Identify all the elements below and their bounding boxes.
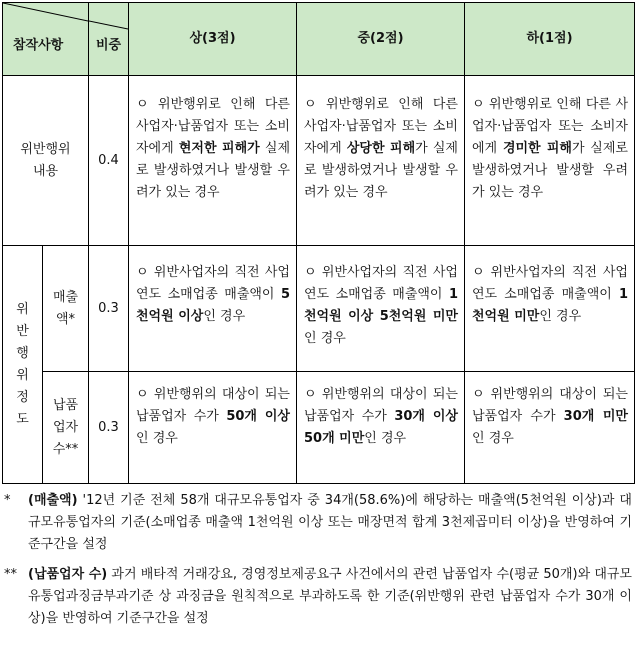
emphasis-text: (매출액) bbox=[28, 493, 78, 508]
degree-char-1: 위 bbox=[16, 301, 29, 317]
suppliers-label-cell bbox=[43, 372, 89, 484]
weight-header: 비중 bbox=[95, 38, 122, 53]
body-text: 인 경우 bbox=[472, 431, 514, 446]
sales-high-desc bbox=[129, 246, 297, 372]
body-text: 인 경우 bbox=[304, 331, 346, 346]
content-high-desc bbox=[129, 76, 297, 246]
content-low-desc bbox=[465, 76, 635, 246]
sales-weight: 0.3 bbox=[89, 246, 129, 372]
emphasis-text: 30개 미만 bbox=[563, 409, 628, 424]
body-text: ㅇ 위반행위의 대상이 되는 납품업자 수가 bbox=[304, 387, 458, 424]
degree-char-3: 행 bbox=[16, 345, 29, 361]
suppliers-label-line1: 납품 bbox=[52, 397, 79, 413]
body-text: ㅇ 위반사업자의 직전 사업연도 소매업종 매출액이 bbox=[136, 265, 290, 302]
emphasis-text: 1천억원 이상 5천억원 미만 bbox=[304, 287, 458, 324]
emphasis-text: (납품업자 수) bbox=[28, 567, 108, 582]
body-text: 실제로 발생하였거나 발생할 우려가 있는 경우 bbox=[136, 141, 291, 200]
body-text: 인 경우 bbox=[539, 309, 582, 324]
body-text: 가 실제로 발생하였거나 발생할 우려가 있는 경우 bbox=[472, 141, 628, 200]
weight-header-cell bbox=[89, 3, 129, 76]
body-text: 인 경우 bbox=[203, 309, 246, 324]
degree-label-cell bbox=[3, 246, 43, 484]
content-label-line1: 위반행위 bbox=[20, 141, 71, 157]
sales-label-cell bbox=[43, 246, 89, 372]
sales-mid-desc bbox=[297, 246, 465, 372]
header-low: 하(1점) bbox=[465, 3, 635, 76]
degree-char-5: 정 bbox=[16, 389, 29, 405]
content-mid-desc bbox=[297, 76, 465, 246]
footnote-suppliers bbox=[4, 564, 632, 630]
footnote-mark: * bbox=[4, 493, 11, 508]
header-mid: 중(2점) bbox=[297, 3, 465, 76]
emphasis-text: 상당한 피해 bbox=[346, 141, 416, 156]
suppliers-label-line2: 업자 bbox=[52, 419, 79, 435]
footnotes bbox=[4, 490, 632, 638]
suppliers-weight: 0.3 bbox=[89, 372, 129, 484]
sales-label-line1: 매출 bbox=[52, 289, 79, 305]
footnote-mark: ** bbox=[4, 567, 17, 582]
body-text: ㅇ 위반행위로 인해 다른 사업자·납품업자 또는 소비자에게 bbox=[472, 97, 628, 156]
body-text: ㅇ 위반사업자의 직전 사업연도 소매업종 매출액이 bbox=[304, 265, 458, 302]
sales-low-desc bbox=[465, 246, 635, 372]
body-text: 가 실제로 발생하였거나 발생할 우려가 있는 경우 bbox=[304, 141, 458, 200]
body-text: 인 경우 bbox=[136, 431, 178, 446]
table-row-content bbox=[3, 76, 635, 246]
footnote-text bbox=[28, 490, 632, 556]
suppliers-high-desc bbox=[129, 372, 297, 484]
header-high: 상(3점) bbox=[129, 3, 297, 76]
body-text: ㅇ 위반행위로 인해 다른 사업자·납품업자 또는 소비자에게 bbox=[304, 97, 458, 156]
table-row-sales bbox=[3, 246, 635, 372]
emphasis-text: 현저한 피해가 bbox=[178, 141, 260, 156]
emphasis-text: 5천억원 이상 bbox=[136, 287, 290, 324]
factors-header: 참작사항 bbox=[13, 38, 64, 53]
body-text: 인 경우 bbox=[364, 431, 407, 446]
degree-char-6: 도 bbox=[16, 411, 29, 427]
body-text: '12년 기준 전체 58개 대규모유통업자 중 34개(58.6%)에 해당하는 매출액(5천억원 이상)과 대규모유통업자의 기준(소매업종 매출액 1천억원 이상 또는 매장면적 합계 3천제곱미터 이상)을 반영하여 기준구간을 설정 bbox=[28, 493, 632, 552]
emphasis-text: 30개 이상 50개 미만 bbox=[304, 409, 458, 446]
header-corner-cell bbox=[3, 3, 89, 76]
footnote-text bbox=[28, 564, 632, 630]
table-row-suppliers bbox=[3, 372, 635, 484]
footnote-sales bbox=[4, 490, 632, 556]
body-text: ㅇ 위반행위의 대상이 되는 납품업자 수가 bbox=[136, 387, 290, 424]
sales-label-line2: 액* bbox=[55, 311, 76, 327]
body-text: ㅇ 위반행위의 대상이 되는 납품업자 수가 bbox=[472, 387, 628, 424]
emphasis-text: 50개 이상 bbox=[226, 409, 290, 424]
content-label-cell bbox=[3, 76, 89, 246]
penalty-criteria-table bbox=[2, 2, 635, 484]
content-label-line2: 내용 bbox=[32, 163, 59, 179]
body-text: ㅇ 위반사업자의 직전 사업연도 소매업종 매출액이 bbox=[472, 265, 628, 302]
degree-char-2: 반 bbox=[16, 323, 29, 339]
content-weight: 0.4 bbox=[89, 76, 129, 246]
degree-char-4: 위 bbox=[16, 367, 29, 383]
suppliers-mid-desc bbox=[297, 372, 465, 484]
emphasis-text: 1천억원 미만 bbox=[472, 287, 628, 324]
suppliers-label-line3: 수** bbox=[52, 441, 79, 457]
body-text: 과거 배타적 거래강요, 경영정보제공요구 사건에서의 관련 납품업자 수(평균 50개)와 대규모유통업과징금부과기준 상 과징금을 원칙적으로 부과하도록 한 기준(위반행위 관련 납품업자 수가 30개 이상)을 반영하여 기준구간을 설정 bbox=[28, 567, 632, 626]
table-header-row bbox=[3, 3, 635, 76]
body-text: ㅇ 위반행위로 인해 다른 사업자·납품업자 또는 소비자에게 bbox=[136, 97, 290, 156]
emphasis-text: 경미한 피해 bbox=[502, 141, 572, 156]
suppliers-low-desc bbox=[465, 372, 635, 484]
